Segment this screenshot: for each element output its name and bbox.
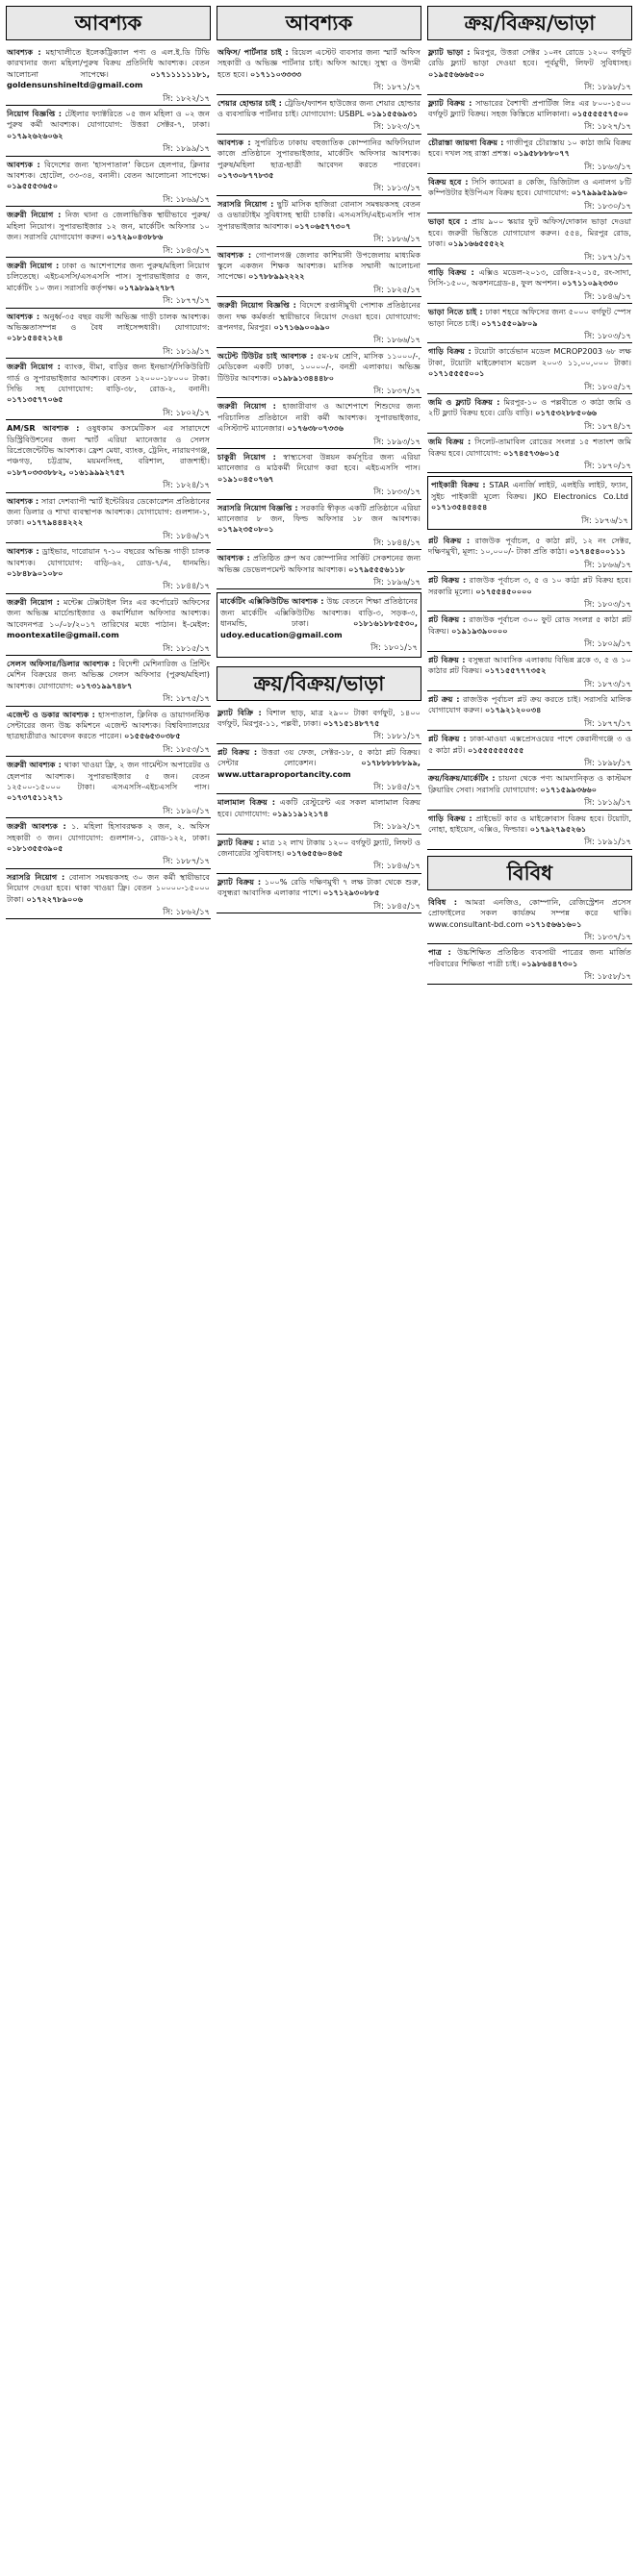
classified-ad: AM/SR আবশ্যক : ওষুধকাম কসমেটিকস এর সারাদেশে ডিস্ট্রিবিউশনের জন্য স্মার্ট এরিয়া ম্যানেজার ও সেলস রিপ্রেজেন্টেটিভ আবশ্যক। ফ্রেশ মেধা, ব্যাংক, ট্রেনিং, নারায়ণগঞ্জ, পঞ্চগড়, চট্টগ্রাম, ময়মনসিংহ, বরিশাল, রাজশাহী। ০১৮৭০৩৩৩৮৮২, ০১৬১৯৯৯২৭৫৭ সি: ১৮২৪/১৭ xyxy=(6,420,211,492)
classified-ad: নিয়োগ বিজ্ঞপ্তি : টেইলার ফ্যাক্টরিতে ০৫ জন মহিলা ও ০২ জন পুরুষ কর্মী আবশ্যক। যোগাযোগ: উত্তরা সেক্টর-৭, ঢাকা। ০১৭৯২৬২৬০৬২ সি: ১৮৯৯/১৭ xyxy=(6,106,211,157)
classified-ad: সরাসরি নিয়োগ বিজ্ঞপ্তি : সরকারি স্বীকৃত একটি প্রতিষ্ঠানে এরিয়া ম্যানেজার ৮ জন, ফিল্ড অফিসার ১৮ জন আবশ্যক। ০১৭৯২৩৫০৮০১ সি: ১৮৪৪/১৭ xyxy=(217,500,421,551)
classified-ad: সরাসরি নিয়োগ : ছুটি মাসিক হাজিরা বোনাস সমন্বয়কসহ বেতন ও ওভারটাইম সুবিধাসহ স্থায়ী চাকরি। এসএসসি/এইচএসসি পাস সুপারভাইজার আবশ্যক। ০১৭০৬৫৭৭৩০৭ সি: ১৮৮৬/১৭ xyxy=(217,196,421,247)
classified-ad: জরুরী নিয়োগ : মন্টেক্স টেক্সটাইল লিঃ এর কর্পোরেট অফিসের জন্য অভিজ্ঞ মার্চেন্ডাইজার ও কমার্শিয়াল অফিসার আবশ্যক। আবেদনপত্র ১০/০৮/২০১৭ তারিখের মধ্যে পাঠান। ই-মেইল: moontexatile@gmail.com সি: ১৮১৫/১৭ xyxy=(6,594,211,656)
classified-ad: প্লট বিক্রয় : ঢাকা-মাওয়া এক্সপ্রেসওয়ের পাশে কেরানীগঞ্জে ৩ ও ৫ কাঠা প্লট। ০১৫৫৫৫৫৫৫৫৫ সি: ১৮৯৮/১৭ xyxy=(427,731,632,770)
classified-ad: শেয়ার হোল্ডার চাই : ট্রেডিং/ফ্যাশন হাউজের জন্য শেয়ার হোল্ডার ও ব্যবসায়িক পার্টনার চাই। যোগাযোগ: USBPL ০১৯১৫৫৬৯৩১ সি: ১৮২৩/১৭ xyxy=(217,95,421,135)
classified-ad: ফ্ল্যাট বিক্রয় : মাত্র ১২ লাখ টাকায় ১২০০ বর্গফুট ফ্ল্যাট, লিফট ও জেনারেটর সুবিধাসহ। ০১৭৬৫৫৬০৪৬৫ সি: ১৮৪৬/১৭ xyxy=(217,835,421,874)
column-header: ক্রয়/বিক্রয়/ভাড়া xyxy=(427,6,632,40)
classified-ad: প্লট বিক্রয় : রাজউক পূর্বাচল, ৫ কাঠা প্লট, ১২ নং সেক্টর, দক্ষিণমুখী, মূল্য: ১০,০০০/- টাকা প্রতি কাঠা। ০১৭৪৫৪০০১১১ সি: ১৮৬৬/১৭ xyxy=(427,533,632,572)
classified-ad: বিবিধ : আমরা এনজিও, কোম্পানি, রেজিস্ট্রেশন প্রসেস প্রোফাইলের সকল কার্যক্রম সম্পন্ন করে থাকি। www.consultant-bd.com ০১৭১৫৬৬১৬০১ সি: ১৮৩৭/১৭ xyxy=(427,894,632,945)
classified-ad: ক্রয়/বিক্রয়/মার্কেটিং : চায়না থেকে পণ্য আমদানিকৃত ও কাস্টমস ক্লিয়ারিং সেবা। সরাসরি যোগাযোগ: ০১৭১৫৯৯৩৬৬০ সি: ১৮১৯/১৭ xyxy=(427,770,632,810)
classified-ad: আবশ্যক : গোপালগঞ্জ জেলার কাশিয়ানী উপজেলায় মাধ্যমিক স্কুলে একজন শিক্ষক আবশ্যক। মাসিক সম্মানী আলোচনা সাপেক্ষে। ০১৭৮৮৯৯২২২২ সি: ১৮২৫/১৭ xyxy=(217,247,421,298)
classified-ad: আবশ্যক : মহাখালীতে ইলেকট্রিক্যাল পণ্য ও এল.ই.ডি টিভি কারখানার জন্য মহিলা/পুরুষ বিক্রয় প্রতিনিধি আবশ্যক। বেতন আলোচনা সাপেক্ষে। ০১৭১১১১১১৮১, goldensunshineltd@gmail.com সি: ১৮২২/১৭ xyxy=(6,44,211,106)
classified-ad: ফ্ল্যাট বিক্রয় : সাভারের বৈশাখী প্রপার্টিজ লিঃ এর ৮০০-১৫০০ বর্গফুট ফ্ল্যাট বিক্রয়। সহজ কিস্তিতে মালিকানা। ০১৫৫৫৫৫৭৫০০ সি: ১৮২৭/১৭ xyxy=(427,95,632,135)
classified-ad: ফ্ল্যাট বিক্রি : বিশাল ছাড়, মাত্র ২৯০০ টাকা বর্গফুট, ১৪০০ বর্গফুট, মিরপুর-১১, পল্লবী, ঢাকা। ০১৭১৫১৪৮৭৭৫ সি: ১৮৮১/১৭ xyxy=(217,705,421,744)
classified-ad: প্লট ক্রয় : রাজউক পূর্বাচল প্লট ক্রয় করতে চাই। সরাসরি মালিক যোগাযোগ করুন। ০১৭৯২১২০০৩৪ সি: ১৮৭৭/১৭ xyxy=(427,691,632,731)
classified-ad: জরুরী নিয়োগ বিজ্ঞপ্তি : বিদেশে রপ্তানীমুখী পোশাক প্রতিষ্ঠানের জন্য দক্ষ কর্মকর্তা স্থায়ীভাবে নিয়োগ দেওয়া হবে। যোগাযোগ: রূপনগর, মিরপুর। ০১৭১৬৯০০৯৯০ সি: ১৮৬৬/১৭ xyxy=(217,297,421,348)
classified-ad: প্লট বিক্রয় : উত্তরা ৩য় ফেজ, সেক্টর-১৮, ৫ কাঠা প্লট বিক্রয়। সেন্টার লোকেশন। ০১৭৮৮৮৮৮৮৯৯, www.uttaraproportancity.com সি: ১৮৪৫/১৭ xyxy=(217,744,421,795)
classified-ad: ভাড়া নিতে চাই : ঢাকা শহরে অফিসের জন্য ৫০০০ বর্গফুট স্পেস ভাড়া নিতে চাই। ০১৭১৫৫০৯৮০৯ সি: ১৮০৩/১৭ xyxy=(427,304,632,343)
classified-ad: অটেন্ট টিউটর চাই আবশ্যক : ৫ম-৮ম শ্রেণি, মাসিক ১১০০০/-, মেডিকেল একটি ঢাকা, ১০০০০/-, বনশ্রী এলাকায়। অভিজ্ঞ টিউটর আবশ্যক। ০১৯৮৯১৩৪৪৪৮০ সি: ১৮৩৭/১৭ xyxy=(217,348,421,399)
column-1 xyxy=(6,6,211,2576)
classified-ad: ভাড়া হবে : প্রায় ৯০০ স্কয়ার ফুট অফিস/দোকান ভাড়া দেওয়া হবে। জরুরী ভিত্তিতে যোগাযোগ করুন। ৫৫৪, মিরপুর রোড, ঢাকা। ০১৯১৬৬৫৫৫২২ সি: ১৮৭১/১৭ xyxy=(427,213,632,264)
classified-ad-boxed: মার্কেটিং এক্সিকিউটিভ আবশ্যক : উচ্চ বেতনে শিক্ষা প্রতিষ্ঠানের জন্য মার্কেটিং এক্সিকিউটিভ আবশ্যক। বাড়ি-৩, সড়ক-৩, ধানমন্ডি, ঢাকা। ০১৮১৬১৮৮৫৫৩০, udoy.education@gmail.com সি: ১৮০১/১৭ xyxy=(217,592,421,657)
classified-ad: সেলস অফিসার/ডিলার আবশ্যক : বিদেশী মেশিনারিজ ও প্রিন্টিং মেশিন বিক্রয়ের জন্য অভিজ্ঞ সেলস অফিসার (পুরুষ/মহিলা) আবশ্যক। যোগাযোগ: ০১৭৩১৯৯৭৪৮৭ সি: ১৮৭৫/১৭ xyxy=(6,656,211,707)
classified-ad: ফ্ল্যাট ভাড়া : মিরপুর, উত্তরা সেক্টর ১০নং রোডে ১২০০ বর্গফুট রেডি ফ্ল্যাট ভাড়া দেওয়া হবে। পূর্বমুখী, লিফট সুবিধাসহ। ০১৯৫৫৬৬৬৫০০ সি: ১৮৯৮/১৭ xyxy=(427,44,632,95)
classified-ad: প্লট বিক্রয় : বসুন্ধরা আবাসিক এলাকায় বিভিন্ন ব্লকে ৩, ৫ ও ১০ কাঠার প্লট বিক্রয়। ০১৭১৫৫৭৭৭৩৫২ সি: ১৮৭৩/১৭ xyxy=(427,652,632,691)
buy-sell-rent-section xyxy=(217,666,421,914)
section-header: বিবিধ xyxy=(427,856,632,890)
classified-ad: জরুরী নিয়োগ : হাজারীবাগ ও আশেপাশে শিশুদের জন্য পরিচালিত প্রতিষ্ঠানে নারী কর্মী আবশ্যক। সুপারভাইজার, এসিস্ট্যান্ট ম্যানেজার। ০১৭৬৩৮০৭৩৩৬ সি: ১৮৯৩/১৭ xyxy=(217,398,421,449)
classified-ad: আবশ্যক : ড্রাইভার, দারোয়ান ৭-১০ বছরের অভিজ্ঞ গাড়ী চালক আবশ্যক। যোগাযোগ: বাড়ি-৬২, রোড-৭/এ, ধানমন্ডি। ০১৮৪৮৯০১০৮০ সি: ১৮৪৪/১৭ xyxy=(6,543,211,594)
classified-ad: জমি ও ফ্ল্যাট বিক্রয় : মিরপুর-১০ ও পল্লবীতে ৩ কাঠা জমি ও ২টি ফ্ল্যাট বিক্রয় হবে। রেডি বাড়ি। ০১৭৫৩২৮৮৫০৬৬ সি: ১৮৭৪/১৭ xyxy=(427,394,632,434)
classified-ad: চৌরাস্তা জায়গা বিক্রয় : গাজীপুর চৌরাস্তায় ১০ কাঠা জমি বিক্রয় হবে। দখল সহ রাস্তা প্রশস্ত। ০১৯৫৮৮৮৮০৭৭ সি: ১৮৬৩/১৭ xyxy=(427,135,632,174)
classified-ad: জরুরী আবশ্যক : থাকা খাওয়া ফ্রি, ২ জন গার্মেন্টস অপারেটর ও হেলপার আবশ্যক। সুপারভাইজার ৫ জন। বেতন ১২৫০০-১৫০০০ টাকা। এসএসসি-এইচএসসি পাস। ০১৭৩৭৫১১২৭১ সি: ১৮৯০/১৭ xyxy=(6,757,211,818)
classified-ad: আবশ্যক : প্রতিষ্ঠিত গ্রুপ অব কোম্পানির সার্কিট সেকশনের জন্য অভিজ্ঞ ডেভেলপমেন্ট অফিসার আবশ্যক। ০১৭৯৫৫৫৬১১৮ সি: ১৮৯৬/১৭ xyxy=(217,550,421,589)
classified-ad: পাত্র : উচ্চশিক্ষিত প্রতিষ্ঠিত ব্যবসায়ী পাত্রের জন্য মার্জিত পরিবারের শিক্ষিতা পাত্রী চাই। ০১৯৮৬৪৪৭৩০১ সি: ১৮৫৮/১৭ xyxy=(427,944,632,984)
classified-ad: প্লট বিক্রয় : রাজউক পূর্বাচল ৩, ৫ ও ১০ কাঠা প্লট বিক্রয় হবে। সরকারি মূল্যে। ০১৭৫৫৪৫০০০০ সি: ১৮০৩/১৭ xyxy=(427,572,632,612)
classified-ad: প্লট বিক্রয় : রাজউক পূর্বাচল ৩০০ ফুট রোড সংলগ্ন ৫ কাঠা প্লট বিক্রয়। ০১৯১৯৩৯০০০০ সি: ১৮০৯/১৭ xyxy=(427,612,632,651)
column-header: আবশ্যক xyxy=(6,6,211,40)
classified-ad: জরুরী আবশ্যক : ১. মহিলা হিসাবরক্ষক ২ জন, ২. অফিস সহকারী ৩ জন। যোগাযোগ: গুলশান-১, রোড-১২২, ঢাকা। ০১৮১৩৫৫৩৯০৫ সি: ১৮৮৭/১৭ xyxy=(6,818,211,869)
classified-ad: গাড়ি বিক্রয় : টয়োটা কার্ডেভান মডেল MCROP2003 ৬৮ লক্ষ টাকা, টয়োটা মাইক্রোবাস মডেল ২০০৩ ১১,০০,০০০ টাকা। ০১৭১৫৫৫৫০০১ সি: ১৮০৫/১৭ xyxy=(427,343,632,394)
column-header: আবশ্যক xyxy=(217,6,421,40)
classified-ad: আবশ্যক : অনুর্ধ্ব-৩৫ বছর বয়সী অভিজ্ঞ গাড়ী চালক আবশ্যক। অভিজ্ঞতাসম্পন্ন ও বৈধ লাইসেন্সধারী। যোগাযোগ: ০১৮১৫৪৫২১২৪ সি: ১৮১৯/১৭ xyxy=(6,309,211,360)
section-header: ক্রয়/বিক্রয়/ভাড়া xyxy=(217,666,421,701)
classified-ad: জমি বিক্রয় : সিলেট-তামাবিল রোডের সংলগ্ন ১৫ শতাংশ জমি বিক্রয় হবে। যোগাযোগ: ০১৭৪৫৭৩৬০১৫ সি: ১৮৭০/১৭ xyxy=(427,434,632,473)
classified-ad: বিক্রয় হবে : সিসি ক্যামেরা ৪ কেজি, ডিজিটাল ও এনালগ ৮টি কম্পিউটার ইউপিএস বিক্রয় হবে। যোগাযোগ: ০১৭৯৯৯৫৯৯৬০ সি: ১৮৩০/১৭ xyxy=(427,174,632,213)
classified-ad: মালামাল বিক্রয় : একটি রেস্টুরেন্ট এর সকল মালামাল বিক্রয় হবে। যোগাযোগ: ০১৯১১৯১২১৭৪ সি: ১৮৯২/১৭ xyxy=(217,794,421,834)
classified-ad: এজেন্ট ও ডকার আবশ্যক : হাসপাতাল, ক্লিনিক ও ডায়াগনস্টিক সেন্টারের জন্য উচ্চ কমিশনে এজেন্ট আবশ্যক। বিশ্ববিদ্যালয়ের ছাত্রছাত্রীরাও আবেদন করতে পারেন। ০১৫৫৬৫৩০৩৮৫ সি: ১৮৫৩/১৭ xyxy=(6,707,211,758)
classified-ad-boxed: পাইকারী বিক্রয় : STAR এনার্জি লাইট, এলইডি লাইট, ফ্যান, সুইচ পাইকারী মূল্যে বিক্রয়। JKO Electronics Co.Ltd ০১৭১৩৫৪৫৪৫৪ সি: ১৮৭৬/১৭ xyxy=(427,476,632,530)
classified-ad: অফিস/ পার্টনার চাই : রিয়েল এস্টেট ব্যবসার জন্য স্মার্ট অফিস সহকারী ও অভিজ্ঞ পার্টনার চাই। অফিস আছে। সুস্থ্য ও উদ্যমী হতে হবে। ০১৭১১০৩৩৩৩ সি: ১৮৭১/১৭ xyxy=(217,44,421,95)
classified-ad: গাড়ি বিক্রয় : প্রাইভেট কার ও মাইক্রোবাস বিক্রয় হবে। টয়োটা, নোহা, হাইয়েস, এক্সিও, ফিল্ডার। ০১৭৯২৭৯৫২৬১ সি: ১৮৯১/১৭ xyxy=(427,811,632,850)
column-2 xyxy=(217,6,421,2576)
classified-ad: আবশ্যক : বিদেশের জন্য 'হাসপাতাল' কিচেন হেলপার, ক্লিনার আবশ্যক। হোটেল, ৩৩-৩৪, বনানী। বেতন আলোচনা সাপেক্ষে। ০১৯৫৫৫৩৬৫০ সি: ১৮৬৯/১৭ xyxy=(6,157,211,208)
column-3 xyxy=(427,6,632,2576)
classified-ad: ফ্ল্যাট বিক্রয় : ১০০% রেডি দক্ষিণমুখী ৭ লক্ষ টাকা থেকে শুরু, বসুন্ধরা আবাসিক এলাকার পাশে। ০১৭১২৯৩০৮৮৫ সি: ১৮৪৫/১৭ xyxy=(217,874,421,913)
classified-ad: আবশ্যক : সারা দেশব্যাপী স্মার্ট ইন্টেরিয়র ডেকোরেশন প্রতিষ্ঠানের জন্য ডিলার ও শাখা ব্যবস্থাপক আবশ্যক। যোগাযোগ: গুলশান-১, ঢাকা। ০১৭৭৯৪৪৪২২২ সি: ১৮৪৬/১৭ xyxy=(6,493,211,544)
misc-section xyxy=(427,856,632,985)
classified-ad: গাড়ি বিক্রয় : এক্সিও মডেল-২০১৩, রেজিঃ-২০১৫, রং-সাদা, সিসি-১৫০০, অকশনগ্রেড-৪, ফুল অপশন। ০১৭১১০৯২৩৩০ সি: ১৮৪৬/১৭ xyxy=(427,264,632,304)
classified-ad: জরুরী নিয়োগ : ব্যাংক, বীমা, বাড়ির জন্য ইনভার্স/সিকিউরিটি গার্ড ও সুপারভাইজার আবশ্যক। বেতন ১২০০০-১৮০০০ টাকা। সিভি সহ যোগাযোগ: বাড়ি-৩৮, রোড-২, বনানী। ০১৭১৩৫৭৭০৬৫ সি: ১৮০২/১৭ xyxy=(6,359,211,420)
classified-ad: জরুরী নিয়োগ : নিজ থানা ও জেলাভিত্তিক স্থায়ীভাবে পুরুষ/মহিলা নিয়োগ। সুপারভাইজার ১২ জন, মার্কেটিং অফিসার ১০ জন। সরাসরি যোগাযোগ করুন। ০১৭২৯০৪৩৮৮৬ সি: ১৮৪৩/১৭ xyxy=(6,207,211,258)
classified-ad: আবশ্যক : সুপরিচিত ঢাকায় বহুজাতিক কোম্পানির অফিসিয়াল কাজে প্রতিষ্ঠানে সুপারভাইজার, মার্কেটিং অফিসার আবশ্যক। পুরুষ/মহিলা ছাত্র-ছাত্রী আবেদন করতে পারবেন। ০১৭৩০৮৭৭৮৩৫ সি: ১৮১৩/১৭ xyxy=(217,135,421,196)
classified-ad: চাকুরী নিয়োগ : স্বাস্থ্যসেবা উন্নয়ন কর্মসূচির জন্য এরিয়া ম্যানেজার ও মাঠকর্মী নিয়োগ করা হবে। এইচএসসি পাস। ০১৯১০৪৫০৭৬৭ সি: ১৮৩৩/১৭ xyxy=(217,449,421,500)
classified-ad: সরাসরি নিয়োগ : বোনাস সমন্বয়কসহ ৩০ জন কর্মী স্থায়ীভাবে নিয়োগ দেওয়া হবে। থাকা খাওয়া ফ্রি। বেতন ১০০০০-১৫০০০ টাকা। ০১৭২২৭৮৯০০৬ সি: ১৮৬২/১৭ xyxy=(6,869,211,920)
classified-ad: জরুরী নিয়োগ : ঢাকা ও আশেপাশের জন্য পুরুষ/মহিলা নিয়োগ চলিতেছে। এইচএসসি/এসএসসি পাস। সুপারভাইজার ৫ জন, মার্কেটিং ১০ জন। সরাসরি কর্তৃপক্ষ। ০১৭৯৮৯৯২৭৮৭ সি: ১৮৭৭/১৭ xyxy=(6,258,211,309)
